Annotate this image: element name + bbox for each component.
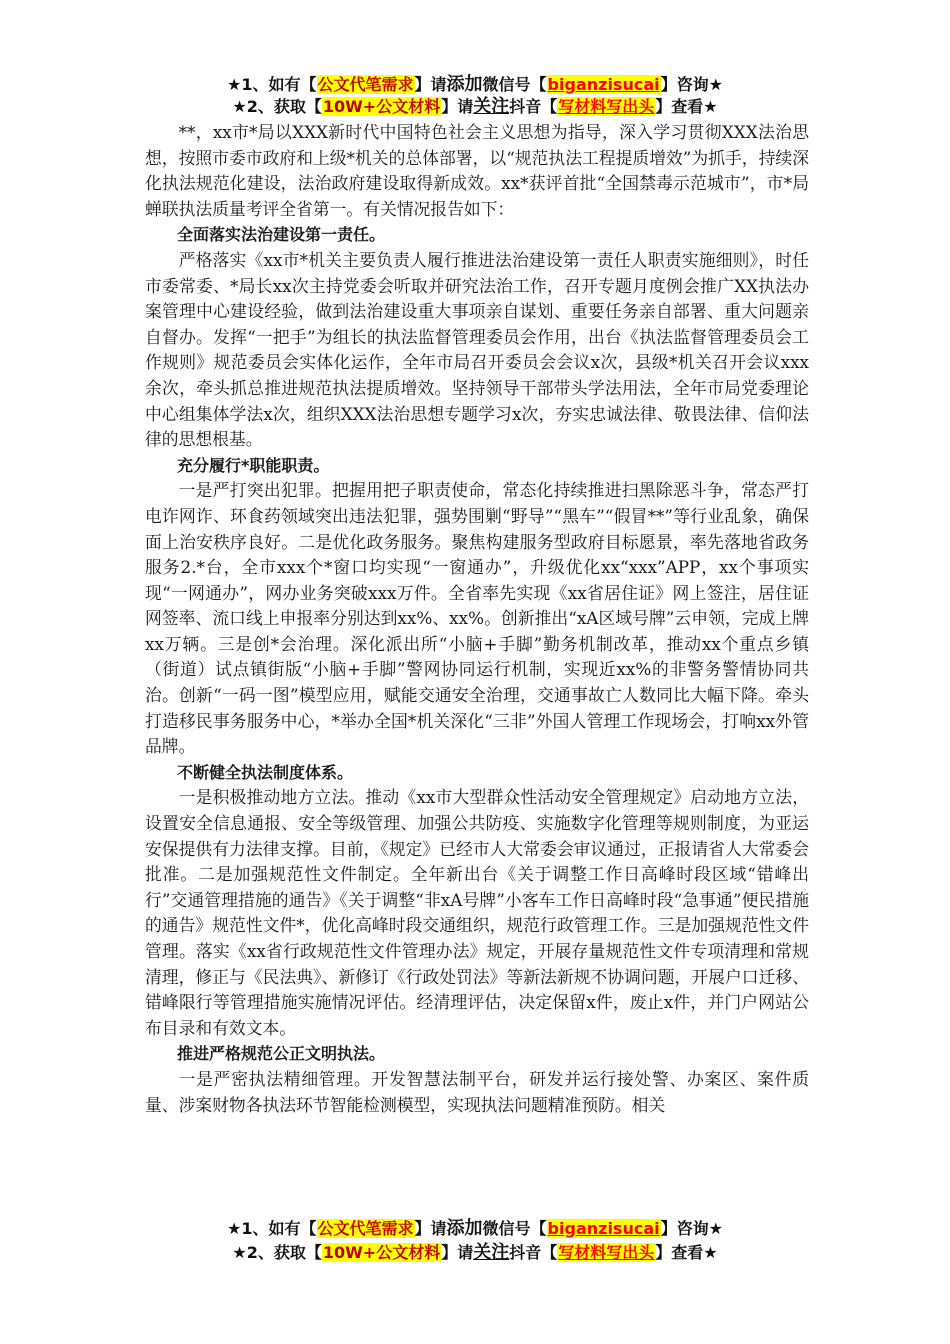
section-paragraph-4: 一是严密执法精细管理。开发智慧法制平台，研发并运行接处警、办案区、案件质量、涉案财物各执法环节智能检测模型，实现执法问题精准预防。相关 — [145, 1068, 809, 1115]
highlight-wechat-id: biganzisucai — [547, 75, 660, 94]
promo-banner-top-line1: ★1、如有【公文代笔需求】请添加微信号【biganzisucai】咨询★ — [227, 74, 723, 95]
section-heading-2: 充分履行*职能职责。 — [177, 455, 330, 475]
highlight-service: 公文代笔需求 — [317, 75, 414, 94]
section-heading-3: 不断健全执法制度体系。 — [177, 762, 354, 782]
promo-banner-top-line2: ★2、获取【10W+公文材料】请关注抖音【写材料写出头】查看★ — [232, 96, 718, 117]
section-paragraph-3: 一是积极推动地方立法。推动《xx市大型群众性活动安全管理规定》启动地方立法，设置安全信息通报、安全等级管理、加强公共防疫、实施数字化管理等规则制度，为亚运安保提供有力法律支撑。目前，《规定》已经市人大常委会审议通过，正报请省人大常委会批准。二是加强规范性文件制定。全年新出台《关于调整工作日高峰时段区域“错峰出行”交通管理措施的通告》《关于调整“非xA号牌”小客车工作日高峰时段“急事通”便民措施的通告》规范性文件*，优化高峰时段交通组织，规范行政管理工作。三是加强规范性文件管理。落实《xx省行政规范性文件管理办法》规定，开展存量规范性文件专项清理和常规清理，修正与《民法典》、新修订《行政处罚法》等新法新规不协调问题，开展户口迁移、错峰限行等管理措施实施情况评估。经清理评估，决定保留x件，废止x件，并门户网站公布目录和有效文本。 — [145, 787, 809, 1038]
document-body — [145, 120, 809, 1118]
highlight-materials: 10W+公文材料 — [322, 97, 441, 116]
promo-banner-bottom-line1: ★1、如有【公文代笔需求】请添加微信号【biganzisucai】咨询★ — [227, 1218, 723, 1239]
section-paragraph-1: 严格落实《xx市*机关主要负责人履行推进法治建设第一责任人职责实施细则》，时任市委常委、*局长xx次主持党委会听取并研究法治工作，召开专题月度例会推广XX执法办案管理中心建设经验，做到法治建设重大事项亲自谋划、重要任务亲自部署、重大问题亲自督办。发挥“一把手”为组长的执法监督管理委员会作用，出台《执法监督管理委员会工作规则》规范委员会实体化运作，全年市局召开委员会会议x次，县级*机关召开会议xxx余次，牵头抓总推进规范执法提质增效。坚持领导干部带头学法用法，全年市局党委理论中心组集体学法x次，组织XXX法治思想专题学习x次，夯实忠诚法律、敬畏法律、信仰法律的思想根基。 — [145, 249, 809, 450]
section-heading-1: 全面落实法治建设第一责任。 — [177, 225, 386, 245]
section-paragraph-2: 一是严打突出犯罪。把握用把子职责使命，常态化持续推进扫黑除恶斗争，常态严打电诈网诈、环食药领域突出违法犯罪，强势围剿“野导”“黑车”“假冒**”等行业乱象，确保面上治安秩序良好。二是优化政务服务。聚焦构建服务型政府目标愿景，率先落地省政务服务2.*台，全市xxx个*窗口均实现“一窗通办”，升级优化xx“xxx”APP，xx个事项实现“一网通办”，网办业务突破xxx万件。全省率先实现《xx省居住证》网上签注，居住证网签率、流口线上申报率分别达到xx%、xx%。创新推出“xA区域号牌”云申领，完成上牌xx万辆。三是创*会治理。深化派出所“小脑+手脚”勤务机制改革，推动xx个重点乡镇（街道）试点镇街版“小脑+手脚”警网协同运行机制，实现近xx%的非警务警情协同共治。创新“一码一图”模型应用，赋能交通安全治理，交通事故亡人数同比大幅下降。牵头打造移民事务服务中心，*举办全国*机关深化“三非”外国人管理工作现场会，打响xx外管品牌。 — [145, 480, 809, 757]
intro-paragraph: **，xx市*局以XXX新时代中国特色社会主义思想为指导，深入学习贯彻XXX法治思想，按照市委市政府和上级*机关的总体部署，以“规范执法工程提质增效”为抓手，持续深化执法规范化建设，法治政府建设取得新成效。xx*获评首批“全国禁毒示范城市”，市*局蝉联执法质量考评全省第一。有关情况报告如下： — [145, 122, 809, 219]
promo-banner-bottom-line2: ★2、获取【10W+公文材料】请关注抖音【写材料写出头】查看★ — [232, 1242, 718, 1263]
section-heading-4: 推进严格规范公正文明执法。 — [177, 1044, 386, 1064]
highlight-douyin: 写材料写出头 — [558, 97, 655, 116]
